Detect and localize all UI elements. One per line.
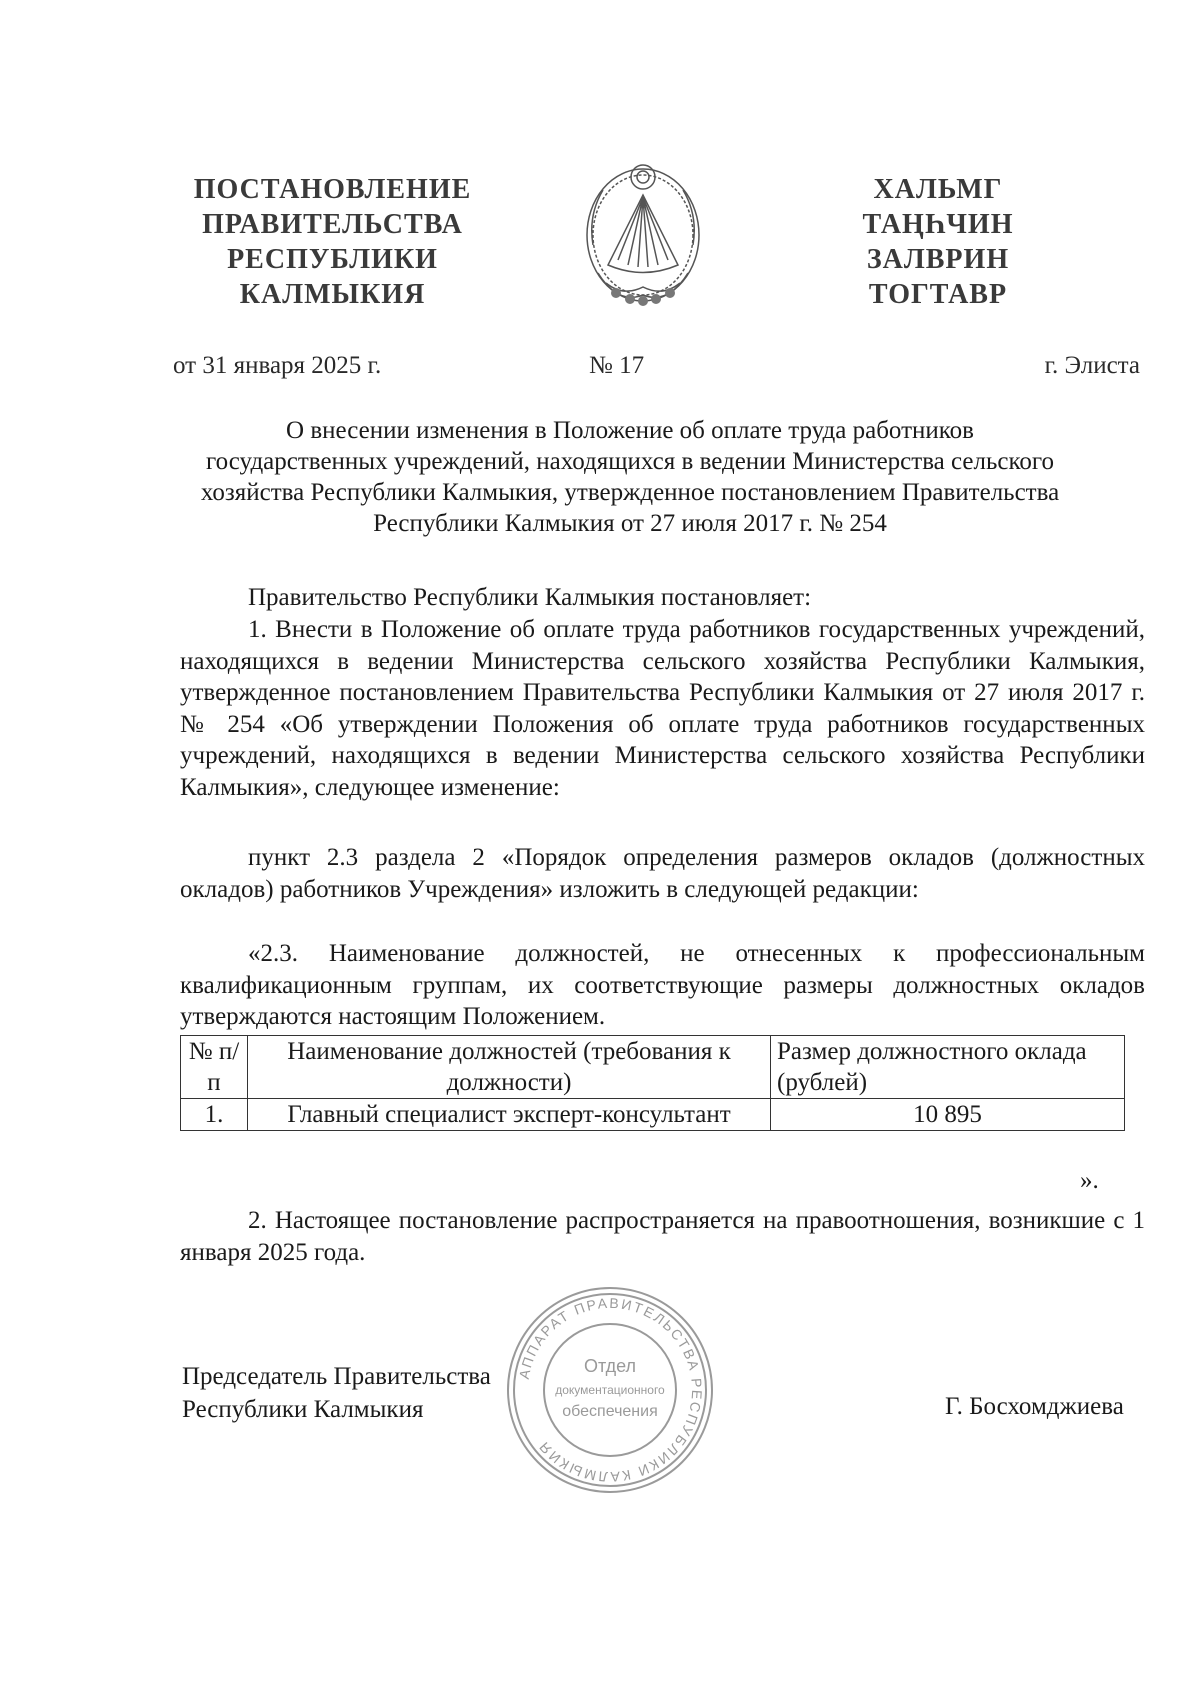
stamp-ring-text: АППАРАТ ПРАВИТЕЛЬСТВА РЕСПУБЛИКИ КАЛМЫКИЯ (515, 1294, 706, 1486)
intro-text: Правительство Республики Калмыкия постановляет: (248, 584, 812, 611)
header-left-title (190, 172, 475, 312)
salary-table (180, 1035, 1125, 1131)
table-row (181, 1099, 1125, 1131)
paragraph-3-text: «2.3. Наименование должностей, не отнесенных к профессиональным квалификационным группам, их соответствующие размеры должностных окладов утверждаются настоящим Положением. (180, 940, 1145, 1030)
header-left-line: ПРАВИТЕЛЬСТВА (202, 209, 463, 240)
document-date: от 31 января 2025 г. (173, 352, 382, 379)
row-cell-number: 1. (181, 1099, 248, 1131)
stamp-center-line: Отдел (583, 1356, 637, 1376)
title-line: государственных учреждений, находящихся в ведении Министерства сельского (206, 448, 1054, 475)
title-line: Республики Калмыкия от 27 июля 2017 г. № 254 (373, 510, 887, 537)
header-right-line: ТАҢҺЧИН (862, 209, 1014, 240)
official-stamp-icon (500, 1280, 720, 1500)
stamp-center-line: документационного (555, 1383, 665, 1397)
paragraph-2-text: пункт 2.3 раздела 2 «Порядок определения размеров окладов (должностных окладов) работников Учреждения» изложить в следующей редакции: (180, 844, 1145, 903)
paragraph-3 (180, 938, 1145, 1033)
row-cell-salary: 10 895 (771, 1099, 1125, 1131)
header-left-line: РЕСПУБЛИКИ (227, 244, 438, 275)
header-right-line: ТОГТАВР (868, 279, 1008, 310)
header-cell-salary: Размер должностного оклада (рублей) (771, 1036, 1125, 1099)
header-right-line: ХАЛЬМГ (873, 174, 1003, 205)
header-cell-position: Наименование должностей (требования к должности) (248, 1036, 771, 1099)
document-number: № 17 (589, 352, 645, 379)
title-line: хозяйства Республики Калмыкия, утвержденное постановлением Правительства (200, 479, 1060, 506)
paragraph-1-text: 1. Внести в Положение об оплате труда работников государственных учреждений, находящихся в ведении Министерства сельского хозяйства Республики Калмыкия, утвержденное постановлением Правительства Республики Калмыкия от 27 июля 2017 г. № 254 «Об утверждении Положения об оплате труда работников государственных учреждений, находящихся в ведении Министерства сельского хозяйства Республики Калмыкия», следующее изменение: (180, 616, 1145, 801)
paragraph-2 (180, 842, 1145, 905)
signatory-name: Г. Босхомджиева (945, 1393, 1124, 1420)
header-cell-number: № п/п (181, 1036, 248, 1099)
intro-paragraph (180, 582, 1145, 614)
header-right-title (838, 172, 1038, 312)
header-left-line: ПОСТАНОВЛЕНИЕ (193, 174, 472, 205)
paragraph-4-text: 2. Настоящее постановление распространяется на правоотношения, возникшие с 1 января 2025 года. (180, 1207, 1145, 1266)
header-left-line: КАЛМЫКИЯ (239, 279, 426, 310)
title-line: О внесении изменения в Положение об оплате труда работников (286, 417, 974, 444)
document-city: г. Элиста (1044, 352, 1140, 379)
paragraph-1 (180, 614, 1145, 803)
signatory-title (182, 1360, 491, 1426)
stamp-center-line: обеспечения (562, 1403, 658, 1420)
paragraph-4 (180, 1205, 1145, 1268)
row-cell-position: Главный специалист эксперт-консультант (248, 1099, 771, 1131)
signatory-title-line: Республики Калмыкия (182, 1396, 424, 1423)
header-right-line: ЗАЛВРИН (866, 244, 1010, 275)
document-title (140, 415, 1120, 539)
closing-quote: ». (1080, 1167, 1099, 1194)
table-header-row (181, 1036, 1125, 1099)
kalmykia-emblem-icon (578, 155, 708, 310)
signatory-title-line: Председатель Правительства (182, 1363, 491, 1390)
